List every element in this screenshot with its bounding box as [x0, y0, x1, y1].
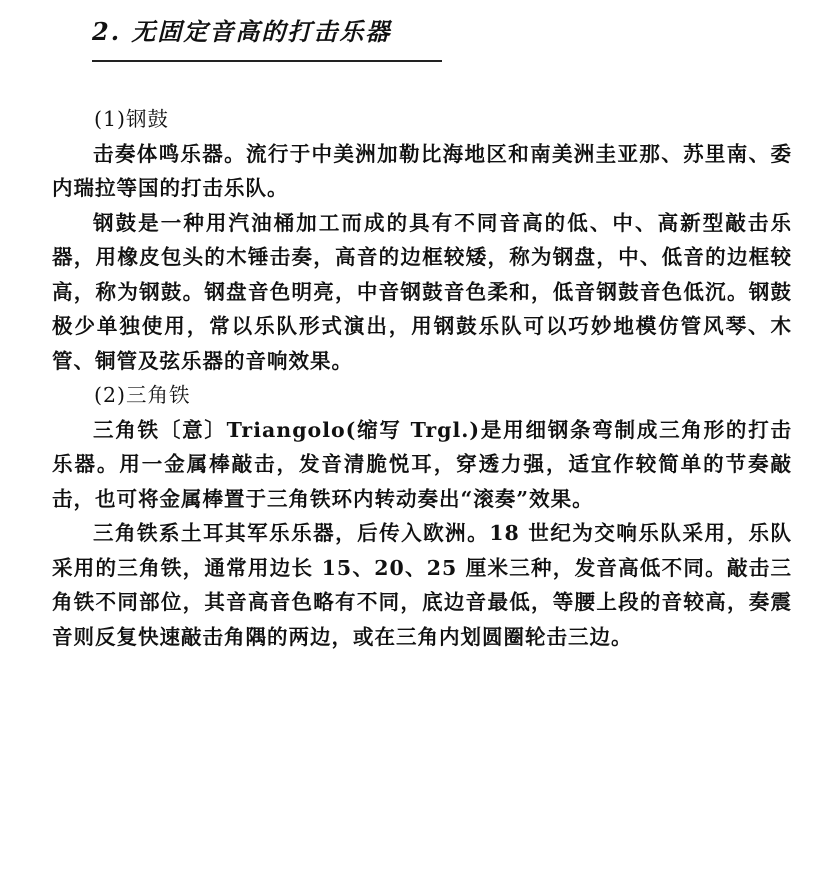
paragraph-steel-drum-1: 击奏体鸣乐器。流行于中美洲加勒比海地区和南美洲圭亚那、苏里南、委内瑞拉等国的打击乐队。: [52, 141, 792, 200]
paragraph-steel-drum-2: 钢鼓是一种用汽油桶加工而成的具有不同音高的低、中、高新型敲击乐器，用橡皮包头的木锤击奏，高音的边框较矮，称为钢盘，中、低音的边框较高，称为钢鼓。钢盘音色明亮，中音钢鼓音色柔和，低音钢鼓音色低沉。钢鼓极少单独使用，常以乐队形式演出，用钢鼓乐队可以巧妙地模仿管风琴、木管、铜管及弦乐器的音响效果。: [52, 210, 792, 373]
paragraph-triangle-1: 三角铁〔意〕Triangolo(缩写 Trgl.)是用细钢条弯制成三角形的打击乐器。用一金属棒敲击，发音清脆悦耳，穿透力强，适宜作较简单的节奏敲击，也可将金属棒置于三角铁环内转动奏出“滚奏”效果。: [52, 417, 792, 511]
subheading-steel-drum: (1)钢鼓: [94, 107, 170, 131]
paragraph-triangle-2: 三角铁系土耳其军乐乐器，后传入欧洲。18 世纪为交响乐队采用，乐队采用的三角铁，通常用边长 15、20、25 厘米三种，发音高低不同。敲击三角铁不同部位，其音高音色略有不同，底边音最低，等腰上段的音较高，奏震音则反复快速敲击角隅的两边，或在三角内划圆圈轮击三边。: [52, 521, 792, 649]
body-text: [52, 102, 792, 654]
subheading-triangle: (2)三角铁: [94, 383, 191, 407]
heading-underline: [92, 60, 442, 62]
section-heading: 2. 无固定音高的打击乐器: [92, 17, 392, 46]
